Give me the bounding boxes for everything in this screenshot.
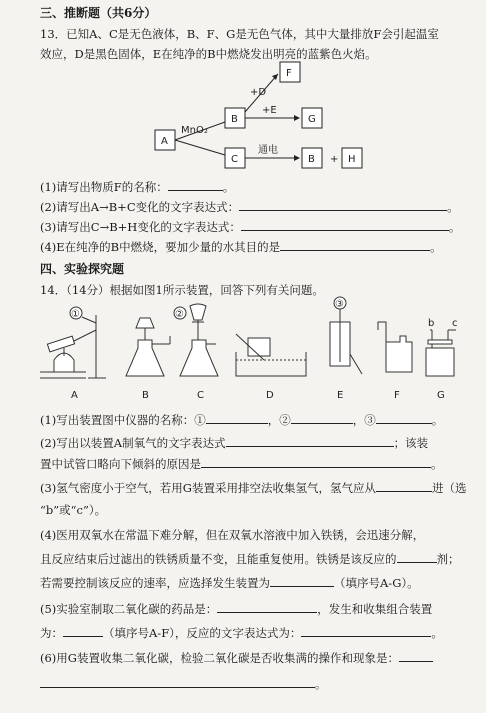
label-f: F xyxy=(286,68,292,79)
q14-3: (3)氢气密度小于空气，若用G装置采用排空法收集氢气，氢气应从 进（选 xyxy=(40,481,467,495)
label-apparatus-d: D xyxy=(266,390,274,401)
label-plus-d: +D xyxy=(250,87,267,98)
q13-4: (4)E在纯净的B中燃烧，要加少量的水其目的是 。 xyxy=(40,240,442,254)
q14-1: (1)写出装置图中仪器的名称：① ，② ，③ 。 xyxy=(40,413,444,427)
label-plus: + xyxy=(330,154,339,165)
answer-blank[interactable] xyxy=(206,413,268,424)
answer-blank[interactable] xyxy=(291,413,353,424)
label-circle-2: ② xyxy=(175,309,184,320)
answer-blank[interactable] xyxy=(40,677,315,688)
label-g: G xyxy=(308,114,316,125)
answer-blank[interactable] xyxy=(201,457,431,468)
q13-stem-line1: 13．已知A、C是无色液体，B、F、G是无色气体，其中大量排放F会引起温室 xyxy=(40,27,439,41)
apparatus-d xyxy=(236,334,306,401)
q14-6-line2: 。 xyxy=(40,677,327,691)
answer-blank[interactable] xyxy=(399,651,433,662)
label-h: H xyxy=(348,154,356,165)
label-b-port: b xyxy=(428,318,435,329)
apparatus-g xyxy=(426,318,458,401)
q14-6: (6)用G装置收集二氧化碳，检验二氧化碳是否收集满的操作和现象是： xyxy=(40,651,433,665)
answer-blank[interactable] xyxy=(397,552,437,563)
answer-blank[interactable] xyxy=(376,481,432,492)
section-4-title: 四、实验探究题 xyxy=(40,262,125,276)
apparatus-e xyxy=(330,297,362,401)
label-apparatus-b: B xyxy=(142,390,149,401)
label-electrolysis: 通电 xyxy=(258,145,278,156)
q14-4-line2: 且反应结束后过滤出的铁锈质量不变，且能重复使用。铁锈是该反应的 剂； xyxy=(40,552,460,566)
label-apparatus-f: F xyxy=(394,390,400,401)
q14-2-line2: 置中试管口略向下倾斜的原因是 。 xyxy=(40,457,443,471)
label-b: B xyxy=(231,114,238,125)
answer-blank[interactable] xyxy=(270,576,334,587)
label-b2: B xyxy=(308,154,315,165)
apparatus-b xyxy=(126,318,170,401)
answer-blank[interactable] xyxy=(301,626,431,637)
q14-2: (2)写出以装置A制氧气的文字表达式 ；该装 xyxy=(40,436,429,450)
q13-3: (3)请写出C→B+H变化的文字表达式： 。 xyxy=(40,220,461,234)
q14-4-line3: 若需要控制该反应的速率，应选择发生装置为 （填序号A-G）。 xyxy=(40,576,419,590)
label-circle-1: ① xyxy=(71,309,80,320)
label-plus-e: +E xyxy=(262,105,277,116)
answer-blank[interactable] xyxy=(63,626,103,637)
apparatus-a xyxy=(40,307,106,401)
label-apparatus-a: A xyxy=(71,390,78,401)
label-c-port: c xyxy=(452,318,458,329)
apparatus-c xyxy=(174,304,218,401)
label-c: C xyxy=(231,154,238,165)
label-apparatus-e: E xyxy=(337,390,344,401)
q13-stem-line2: 效应，D是黑色固体，E在纯净的B中燃烧发出明亮的蓝紫色火焰。 xyxy=(40,47,377,61)
answer-blank[interactable] xyxy=(217,602,317,613)
answer-blank[interactable] xyxy=(226,436,394,447)
q14-5-line1: (5)实验室制取二氧化碳的药品是： ，发生和收集组合装置 xyxy=(40,602,433,616)
answer-blank[interactable] xyxy=(376,413,432,424)
q13-2: (2)请写出A→B+C变化的文字表达式： 。 xyxy=(40,200,459,214)
apparatus-f xyxy=(378,322,412,401)
label-circle-3: ③ xyxy=(335,299,344,310)
label-apparatus-g: G xyxy=(437,390,445,401)
section-3-title: 三、推断题（共6分） xyxy=(40,6,157,20)
label-mno2: MnO₂ xyxy=(181,125,208,136)
q14-5-line2: 为： （填序号A-F），反应的文字表达式为： 。 xyxy=(40,626,443,640)
q13-1: (1)请写出物质F的名称： 。 xyxy=(40,180,235,194)
q14-4-line1: (4)医用双氧水在常温下难分解，但在双氧水溶液中加入铁锈，会迅速分解， xyxy=(40,528,425,542)
label-apparatus-c: C xyxy=(197,390,204,401)
label-a: A xyxy=(161,136,168,147)
q14-stem: 14．（14分）根据如图1所示装置，回答下列有关问题。 xyxy=(40,283,324,297)
q14-3-line2: “b”或“c”）。 xyxy=(40,503,107,517)
